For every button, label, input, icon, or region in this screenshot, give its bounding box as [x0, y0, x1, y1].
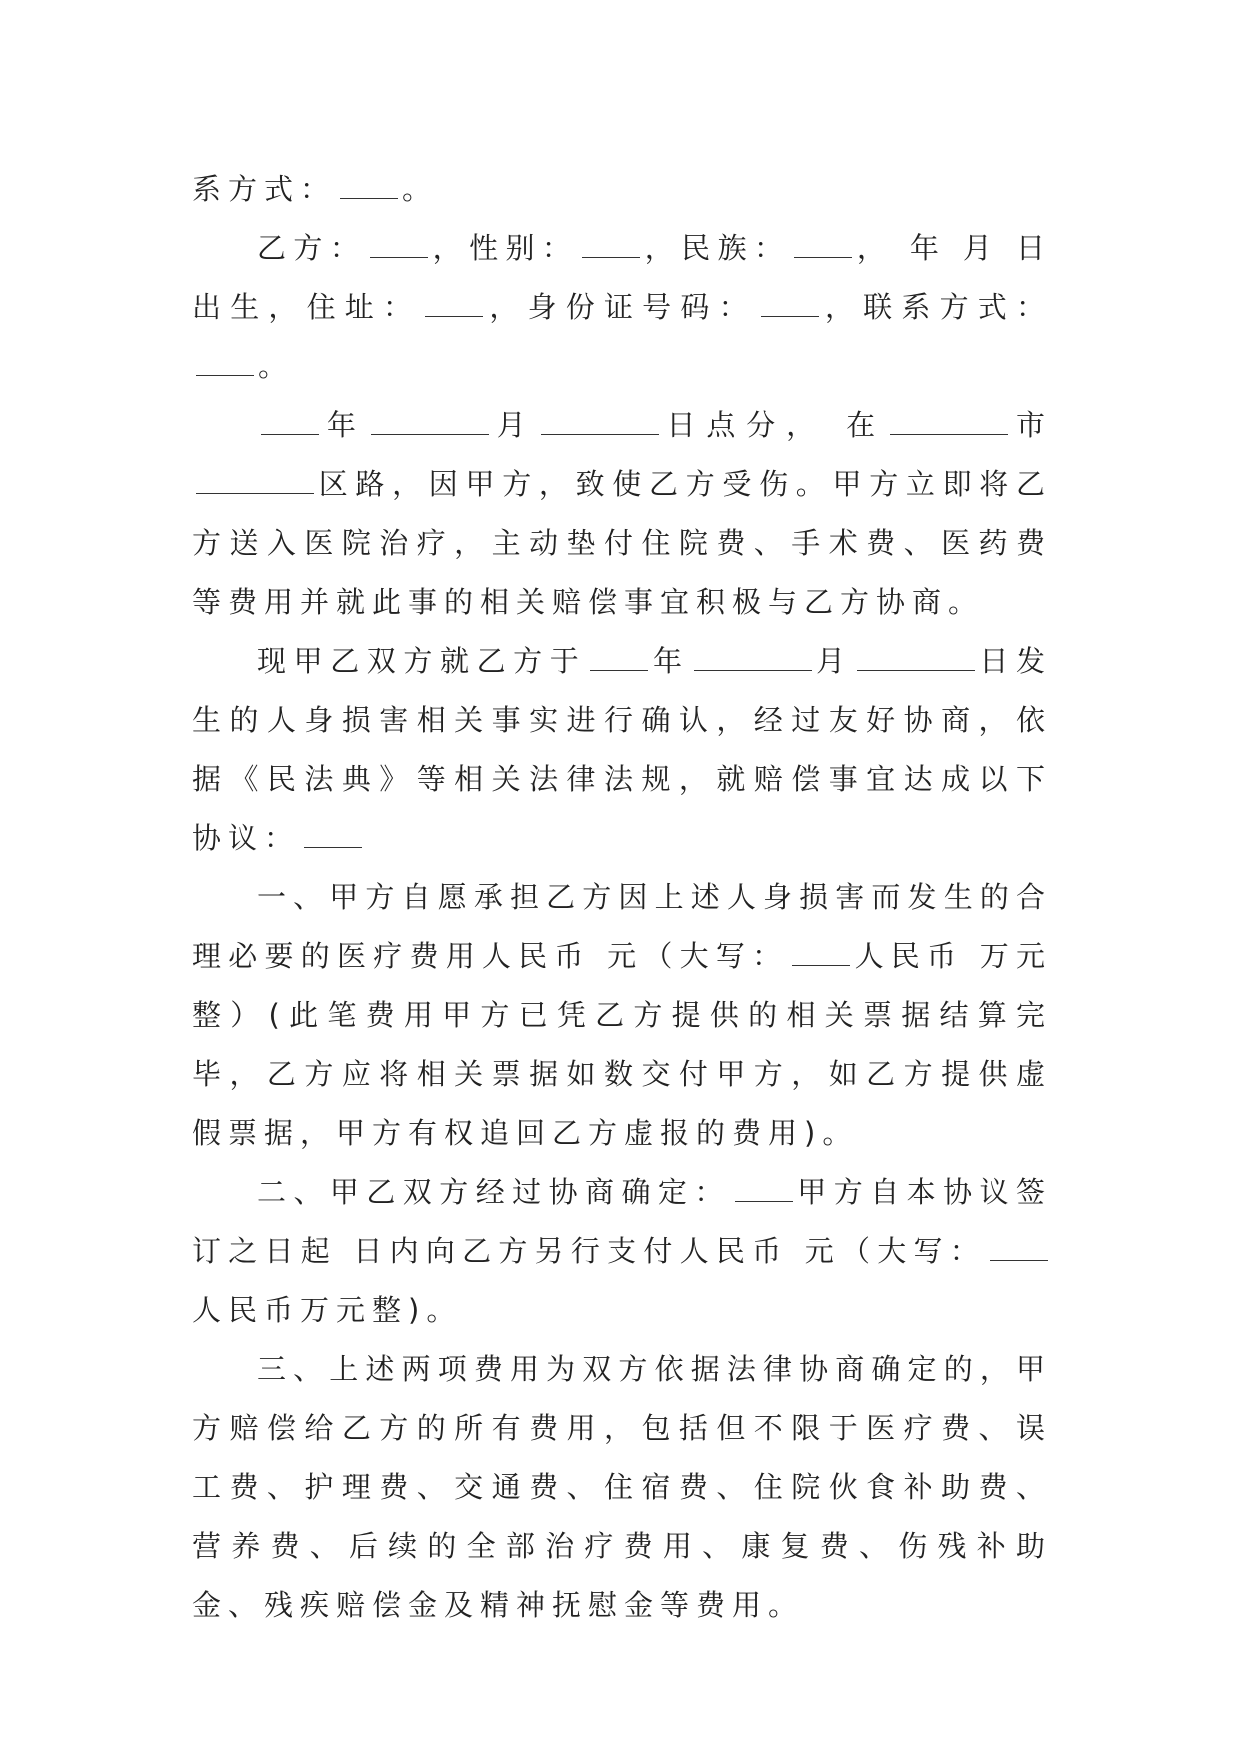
- paragraph-clause-2: [192, 1163, 1052, 1340]
- paragraph-clause-3: [192, 1340, 1052, 1635]
- blank-field[interactable]: [304, 822, 362, 848]
- blank-field[interactable]: [371, 409, 489, 435]
- text-segment: 三、上述两项费用为双方依据法律协商确定的，甲方赔偿给乙方的所有费用，包括但不限于医疗费、误工费、护理费、交通费、住宿费、住院伙食补助费、营养费、后续的全部治疗费用、康复费、伤残补助金、残疾赔偿金及精神抚慰金等费用。: [192, 1352, 1052, 1622]
- text-segment: 乙方：: [257, 231, 367, 265]
- paragraph-clause-1: [192, 868, 1052, 1163]
- text-segment: 。: [402, 172, 439, 206]
- text-segment: 二、甲乙双方经过协商确定：: [257, 1175, 731, 1209]
- blank-field[interactable]: [425, 291, 483, 317]
- text-segment: 人民币 万元整）(此笔费用甲方已凭乙方提供的相关票据结算完毕，乙方应将相关票据如数交付甲方，如乙方提供虚假票据，甲方有权追回乙方虚报的费用)。: [192, 939, 1052, 1150]
- blank-field[interactable]: [694, 645, 812, 671]
- blank-field[interactable]: [370, 232, 428, 258]
- blank-field[interactable]: [990, 1235, 1048, 1261]
- paragraph-incident: [192, 396, 1052, 632]
- text-segment: 日发生的人身损害相关事实进行确认，经过友好协商，依据《民法典》等相关法律法规，就赔偿事宜达成以下协议：: [192, 644, 1052, 855]
- blank-field[interactable]: [857, 645, 975, 671]
- text-segment: ，联系方式：: [822, 290, 1052, 324]
- blank-field[interactable]: [582, 232, 640, 258]
- blank-field[interactable]: [735, 1176, 793, 1202]
- text-segment: 年: [323, 408, 367, 442]
- text-segment: 年: [652, 644, 690, 678]
- text-segment: 一、甲方自愿承担乙方因上述人身损害而发生的合理必要的医疗费用人民币 元（大写：: [192, 880, 1052, 973]
- blank-field[interactable]: [792, 940, 850, 966]
- text-segment: ，身份证号码：: [487, 290, 757, 324]
- blank-field[interactable]: [541, 409, 659, 435]
- text-segment: 市: [1012, 408, 1052, 442]
- blank-field[interactable]: [340, 173, 398, 199]
- text-segment: ，性别：: [432, 231, 579, 265]
- paragraph-contact-tail: [192, 160, 1052, 219]
- paragraph-agreement-intro: [192, 632, 1052, 868]
- blank-field[interactable]: [261, 409, 319, 435]
- blank-field[interactable]: [890, 409, 1008, 435]
- text-segment: 甲方自本协议签订之日起 日内向乙方另行支付人民币 元（大写：: [192, 1175, 1052, 1268]
- document-body: [192, 160, 1052, 1635]
- blank-field[interactable]: [794, 232, 852, 258]
- blank-field[interactable]: [761, 291, 819, 317]
- text-segment: 现甲乙双方就乙方于: [257, 644, 587, 678]
- text-segment: ，民族：: [644, 231, 791, 265]
- text-segment: 系方式：: [192, 172, 337, 206]
- blank-field[interactable]: [590, 645, 648, 671]
- text-segment: 区路，因甲方，致使乙方受伤。甲方立即将乙方送入医院治疗，主动垫付住院费、手术费、医药费等费用并就此事的相关赔偿事宜积极与乙方协商。: [192, 467, 1052, 619]
- text-segment: 日点分， 在: [662, 408, 887, 442]
- text-segment: 月: [815, 644, 853, 678]
- paragraph-party-b: [192, 219, 1052, 396]
- blank-field[interactable]: [196, 468, 314, 494]
- text-segment: ， 年 月 日出生，住址：: [192, 231, 1052, 324]
- text-segment: 月: [492, 408, 537, 442]
- blank-field[interactable]: [196, 350, 254, 376]
- text-segment: 。: [258, 349, 295, 383]
- text-segment: 人民币万元整)。: [192, 1293, 463, 1327]
